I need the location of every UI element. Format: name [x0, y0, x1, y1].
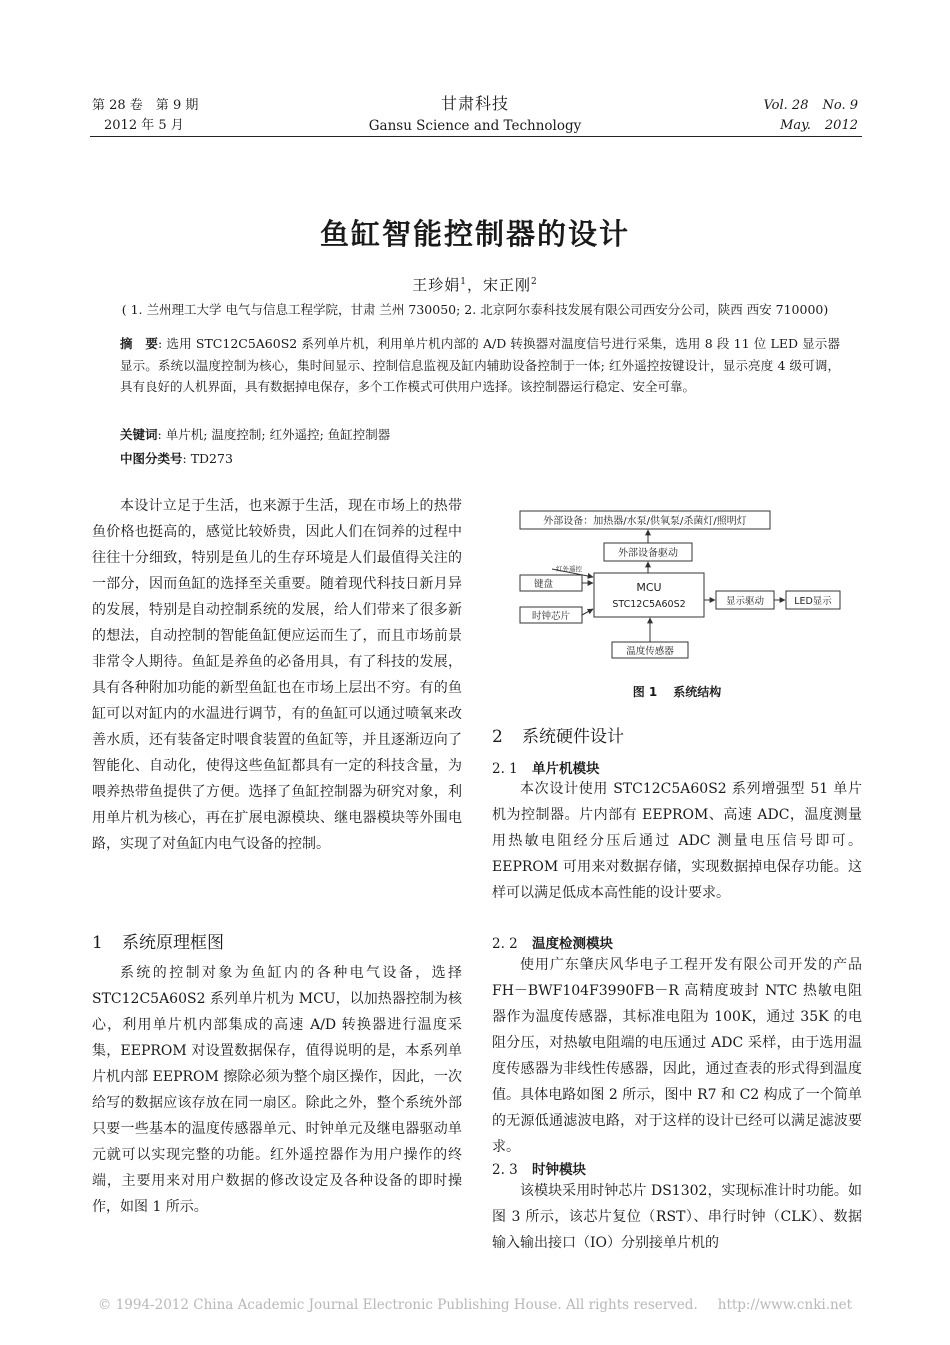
- figure-1-title: 系统结构: [673, 685, 722, 699]
- author-1: 王珍娟: [412, 276, 461, 294]
- subsection-2-1-text: 本次设计使用 STC12C5A60S2 系列增强型 51 单片机为控制器。片内部有 EEPROM、高速 ADC，温度测量用热敏电阻经分压后通过 ADC 测量电压信号即可。EEPROM 可用来对数据存储，实现数据掉电保存功能。这样可以满足低成本高性能的设计要求。: [492, 781, 862, 901]
- mcu-model-label: STC12C5A60S2: [612, 599, 686, 610]
- author-separator: ，: [466, 276, 483, 294]
- keyboard-label: 键盘: [534, 579, 554, 590]
- author-1-affil: 1: [460, 277, 467, 287]
- header-rule: [90, 136, 862, 137]
- section-2-title: 系统硬件设计: [522, 727, 624, 747]
- subsection-2-2-body: [492, 952, 862, 1160]
- journal-name-cn: 甘肃科技: [440, 94, 509, 113]
- author-list: [0, 274, 950, 295]
- display-driver-label: 显示驱动: [725, 596, 765, 607]
- section-1-number: 1: [92, 933, 103, 953]
- clock-chip-label: 时钟芯片: [531, 611, 571, 622]
- ir-remote-label: 红外遥控: [556, 565, 582, 573]
- paper-title: 鱼缸智能控制器的设计: [319, 217, 630, 251]
- copyright-text: © 1994-2012 China Academic Journal Electronic Publishing House. All rights reserved.: [97, 1297, 698, 1313]
- month-en: May.: [780, 118, 811, 133]
- subsection-2-3-number: 2. 3: [492, 1162, 518, 1178]
- mcu-label: MCU: [636, 581, 662, 594]
- subsection-2-2-text: 使用广东肇庆风华电子工程开发有限公司开发的产品 FH－BWF104F3990FB－R 高精度玻封 NTC 热敏电阻器作为温度传感器，其标准电阻为 100K，通过 35K 的电阻分压，对热敏电阻端的电压通过 ADC 采样，由于选用温度传感器为非线性传感器，因此，通过查表的形式得到温度值。具体电路如图 2 所示，图中 R7 和 C2 构成了一个简单的无源低通滤波电路，对于这样的设计已经可以满足滤波要求。: [492, 957, 862, 1155]
- subsection-2-1-body: [492, 776, 862, 906]
- subsection-2-3-title: 时钟模块: [532, 1162, 586, 1178]
- subsection-2-3-body: [492, 1178, 862, 1256]
- external-devices-label: 外部设备：加热器/水泵/供氧泵/杀菌灯/照明灯: [543, 516, 747, 527]
- section-2-heading: [492, 722, 624, 747]
- cnki-url[interactable]: http://www.cnki.net: [717, 1297, 853, 1313]
- journal-name-en: Gansu Science and Technology: [368, 118, 582, 134]
- subsection-2-1-title: 单片机模块: [532, 761, 600, 777]
- section-1-text: 系统的控制对象为鱼缸内的各种电气设备，选择 STC12C5A60S2 系列单片机为 MCU，以加热器控制为核心，利用单片机内部集成的高速 A/D 转换器进行温度采集，EEPROM 对设置数据保存，值得说明的是，本系列单片机内部 EEPROM 擦除必须为整个扇区操作，因此，一次给写的数据应该存放在同一扇区。除此之外，整个系统外部只要一些基本的温度传感器单元、时钟单元及继电器驱动单元就可以实现完整的功能。红外遥控器作为用户操作的终端，主要用来对用户数据的修改设定及各种设备的即时操作，如图 1 所示。: [92, 965, 462, 1215]
- section-1-body: [92, 960, 462, 1220]
- figure-1-number: 图 1: [632, 685, 658, 699]
- intro-paragraph: [92, 493, 462, 857]
- classification-label: 中图分类号: [120, 451, 183, 466]
- abstract-text: : 选用 STC12C5A60S2 系列单片机，利用单片机内部的 A/D 转换器对温度信号进行采集，选用 8 段 11 位 LED 显示器显示。系统以温度控制为核心，集时间显示、控制信息监视及缸内辅助设备控制于一体; 红外遥控按键设计，显示亮度 4 级可调，具有良好的人机界面，具有数据掉电保存，多个工作模式可供用户选择。该控制器运行稳定、安全可靠。: [120, 336, 840, 394]
- abstract: [120, 333, 840, 398]
- temp-sensor-label: 温度传感器: [626, 646, 674, 657]
- affiliation: ( 1. 兰州理工大学 电气与信息工程学院，甘肃 兰州 730050; 2. 北京阿尔泰科技发展有限公司西安分公司，陕西 西安 710000): [121, 302, 829, 317]
- keywords-label: 关键词: [120, 427, 158, 442]
- issue-en: No. 9: [822, 98, 858, 113]
- abstract-label: 摘 要: [120, 336, 159, 351]
- copyright-footer: [0, 1297, 950, 1313]
- subsection-2-3-text: 该模块采用时钟芯片 DS1302，实现标准计时功能。如图 3 所示，该芯片复位（RST）、串行时钟（CLK）、数据输入输出接口（IO）分别接单片机的: [492, 1183, 862, 1251]
- figure-1-caption: [492, 683, 862, 700]
- classification-text: : TD273: [182, 451, 233, 466]
- subsection-2-2-heading: [492, 932, 613, 952]
- author-2: 宋正刚: [483, 276, 532, 294]
- subsection-2-1-number: 2. 1: [492, 761, 518, 777]
- volume-issue: 第 28 卷 第 9 期: [92, 98, 199, 113]
- keywords: [120, 424, 390, 446]
- figure-1-system-structure: [512, 505, 862, 680]
- subsection-2-2-title: 温度检测模块: [532, 936, 613, 952]
- subsection-2-3-heading: [492, 1158, 586, 1178]
- year-en: 2012: [824, 118, 858, 133]
- led-display-label: LED显示: [794, 596, 832, 607]
- publication-date: 2012 年 5 月: [104, 118, 184, 133]
- external-driver-label: 外部设备驱动: [618, 548, 678, 559]
- classification-number: [120, 448, 233, 470]
- journal-volume-info-en: [763, 96, 858, 136]
- subsection-2-1-heading: [492, 757, 600, 777]
- author-2-affil: 2: [531, 277, 538, 287]
- section-1-heading: [92, 928, 224, 953]
- subsection-2-2-number: 2. 2: [492, 936, 518, 952]
- section-1-title: 系统原理框图: [122, 933, 224, 953]
- mcu-box: [594, 573, 704, 617]
- volume-en: Vol. 28: [763, 98, 809, 113]
- intro-text: 本设计立足于生活，也来源于生活，现在市场上的热带鱼价格也挺高的，感觉比较娇贵，因此人们在饲养的过程中往往十分细致，特别是鱼儿的生存环境是人们最值得关注的一部分，因而鱼缸的选择至关重要。随着现代科技日新月异的发展，特别是自动控制系统的发展，给人们带来了很多新的想法，自动控制的智能鱼缸便应运而生了，而且市场前景非常令人期待。鱼缸是养鱼的必备用具，有了科技的发展，具有各种附加功能的新型鱼缸也在市场上层出不穷。有的鱼缸可以对缸内的水温进行调节，有的鱼缸可以通过喷氧来改善水质，还有装备定时喂食装置的鱼缸等，并且逐渐迈向了智能化、自动化，使得这些鱼缸都具有一定的科技含量，为喂养热带鱼提供了方便。选择了鱼缸控制器为研究对象，利用单片机为核心，再在扩展电源模块、继电器模块等外围电路，实现了对鱼缸内电气设备的控制。: [92, 498, 462, 852]
- section-2-number: 2: [492, 727, 503, 747]
- arrow-clock-to-mcu: [582, 609, 593, 615]
- keywords-text: : 单片机; 温度控制; 红外遥控; 鱼缸控制器: [157, 427, 391, 442]
